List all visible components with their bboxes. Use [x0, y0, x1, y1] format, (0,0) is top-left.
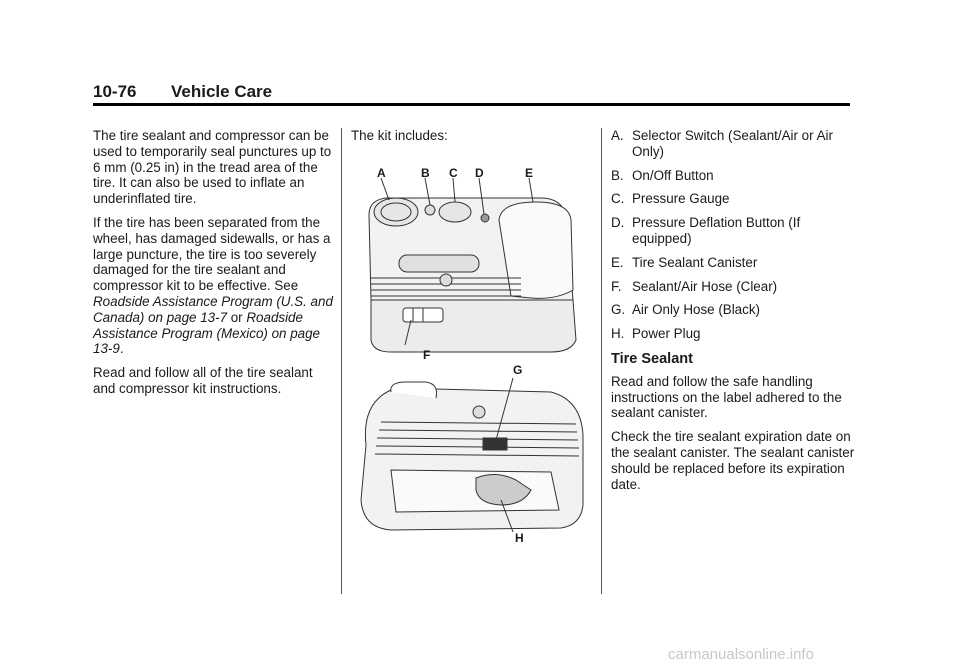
column-divider-1: [341, 128, 342, 594]
paragraph-instructions: Read and follow all of the tire sealant and compressor kit instructions.: [93, 365, 313, 396]
callout-b: B: [421, 166, 430, 180]
list-letter: C.: [611, 191, 625, 207]
list-text: Sealant/Air Hose (Clear): [632, 278, 778, 294]
list-letter: G.: [611, 302, 626, 318]
callout-g: G: [513, 363, 523, 377]
list-text: Power Plug: [632, 326, 701, 342]
list-letter: D.: [611, 215, 625, 231]
callout-e: E: [525, 166, 534, 180]
list-item: [611, 168, 856, 184]
section-title: Vehicle Care: [171, 82, 273, 101]
list-item: [611, 128, 856, 160]
callout-d: D: [475, 166, 484, 180]
compressor-kit-illustration: [351, 160, 591, 550]
list-letter: H.: [611, 326, 625, 342]
kit-intro: The kit includes:: [351, 128, 448, 143]
paragraph-intro: The tire sealant and compressor can be used to temporarily seal punctures up to 6 mm (0.25 in) in the tread area of the tire. It can also be used to inflate an underinflated tire.: [93, 128, 332, 207]
paragraph-end: .: [119, 341, 124, 357]
list-text: On/Off Button: [632, 167, 714, 183]
paragraph-expiration: Check the tire sealant expiration date on the sealant canister. The sealant canister should be replaced before its expiration date.: [611, 429, 855, 492]
compressor-kit-drawing: [351, 160, 591, 550]
list-item: [611, 326, 856, 342]
callout-h: H: [515, 531, 524, 545]
column-2: [351, 128, 586, 152]
reference-mexico[interactable]: Roadside Assistance Program (Mexico) on page 13-9: [93, 309, 320, 357]
list-item: [611, 215, 856, 247]
watermark: carmanualsonline.info: [668, 646, 814, 663]
paragraph-damage: [93, 215, 333, 357]
list-letter: A.: [611, 128, 624, 143]
list-item: [611, 302, 856, 318]
list-text: Selector Switch (Sealant/Air or Air Only): [632, 128, 833, 159]
list-text: Air Only Hose (Black): [632, 302, 760, 318]
list-text: Tire Sealant Canister: [632, 254, 758, 270]
list-letter: E.: [611, 254, 624, 270]
list-text: Pressure Deflation Button (If equipped): [632, 215, 801, 246]
callout-f: F: [423, 348, 431, 362]
page-number: 10-76: [93, 82, 137, 101]
list-letter: B.: [611, 167, 624, 183]
list-text: Pressure Gauge: [632, 191, 730, 207]
paragraph-handling: Read and follow the safe handling instructions on the label adhered to the sealant canister.: [611, 373, 842, 421]
column-divider-2: [601, 128, 602, 594]
section-heading-tire-sealant: Tire Sealant: [611, 350, 693, 367]
reference-us-canada[interactable]: Roadside Assistance Program (U.S. and Canada) on page 13-7: [93, 293, 333, 325]
callout-a: A: [377, 166, 386, 180]
paragraph-damage-text: If the tire has been separated from the wheel, has damaged sidewalls, or has a large puncture, the tire is too severely damaged for the tire sealant and compressor kit to be effective. See: [93, 214, 331, 294]
list-letter: F.: [611, 278, 622, 294]
column-3: [611, 128, 856, 500]
list-item: [611, 279, 856, 295]
column-1: [93, 128, 333, 405]
header-rule: [93, 103, 850, 106]
list-item: [611, 191, 856, 207]
paragraph-or: or: [227, 309, 247, 325]
callout-c: C: [449, 166, 458, 180]
list-item: [611, 255, 856, 271]
